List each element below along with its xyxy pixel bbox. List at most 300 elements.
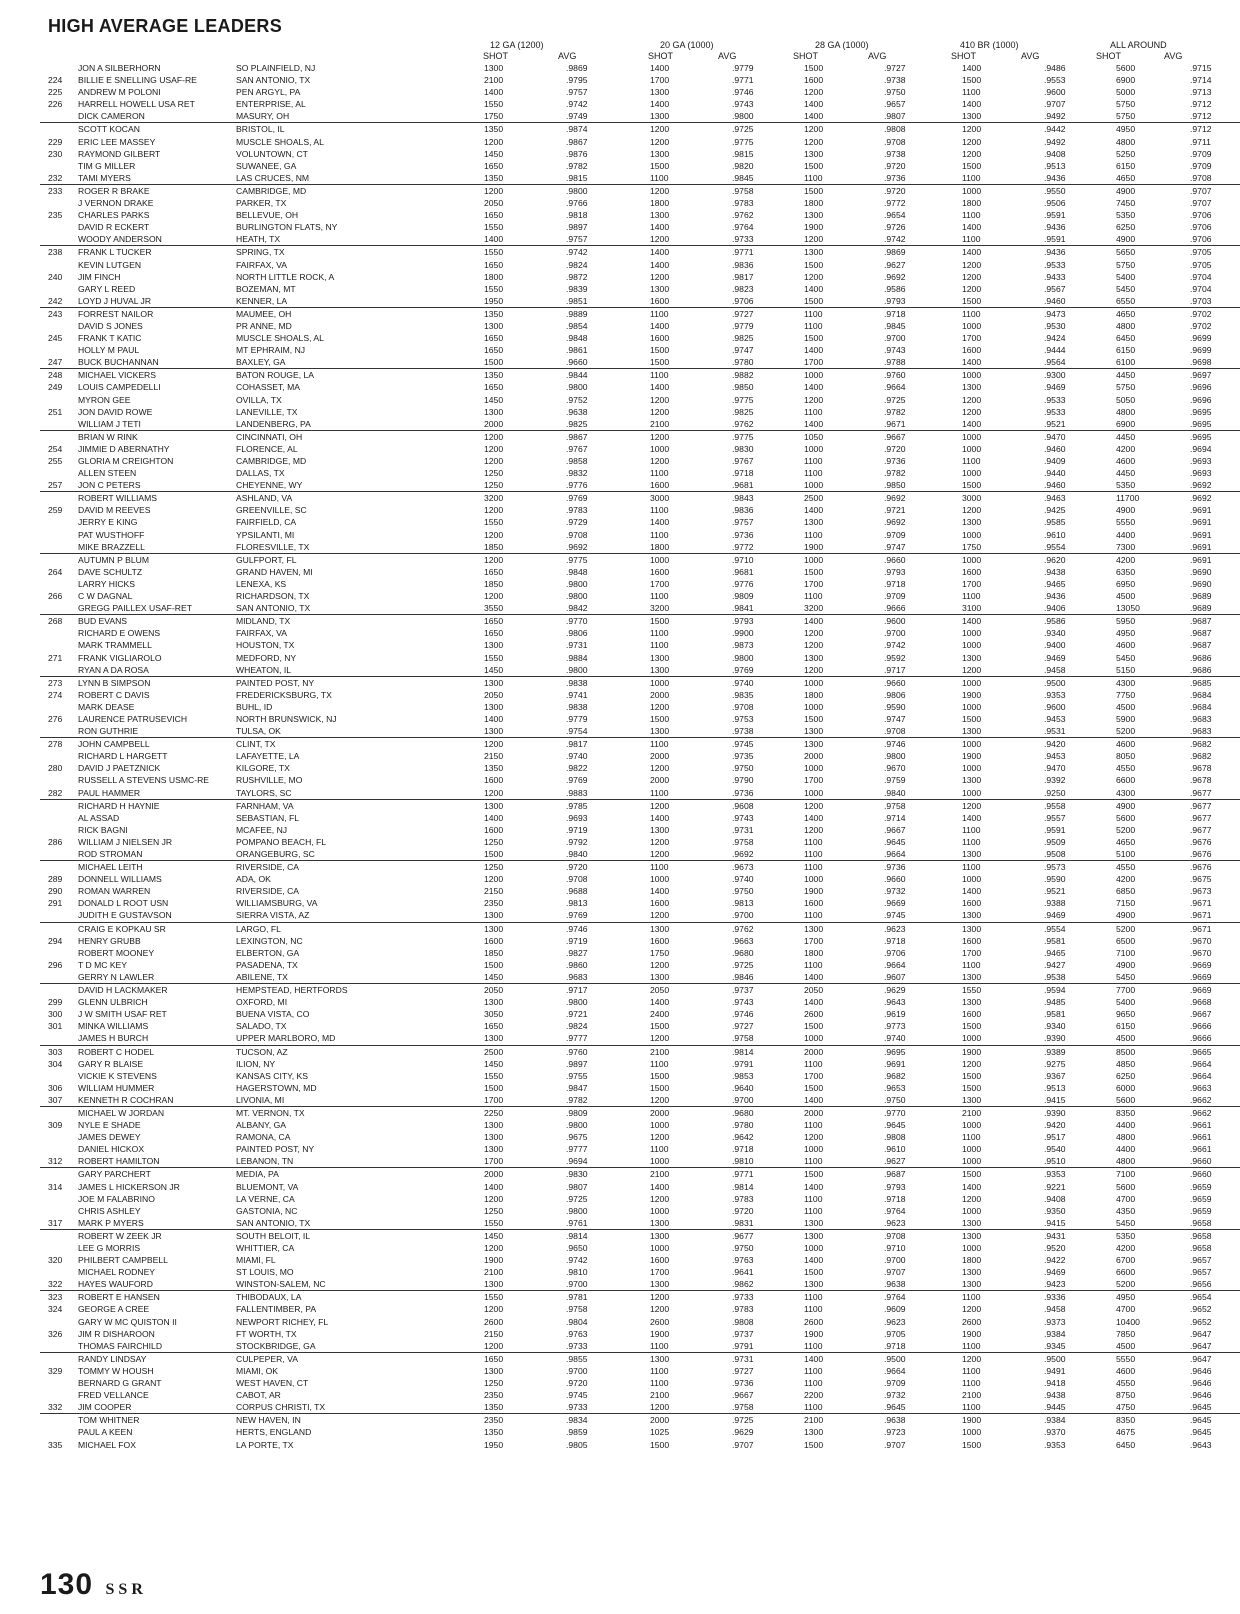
avg-28ga-cell: .9717 bbox=[884, 664, 906, 675]
avg-28ga-cell: .9718 bbox=[884, 578, 906, 589]
avg-20ga-cell: .9608 bbox=[732, 799, 804, 812]
shot-all-around-cell: 4600 bbox=[1116, 640, 1136, 651]
shot-12ga-cell: 1700 bbox=[484, 1156, 504, 1167]
hometown-cell: DALLAS, TX bbox=[236, 468, 285, 479]
shot-20ga-cell: 1200 bbox=[650, 1291, 732, 1304]
avg-header: AVG bbox=[718, 51, 737, 61]
shot-410br-cell: 1100 bbox=[962, 1340, 981, 1351]
shooter-name-cell: LAURENCE PATRUSEVICH bbox=[78, 713, 188, 724]
rank-cell: 264 bbox=[48, 566, 63, 577]
rank-cell: 240 bbox=[48, 271, 63, 282]
shot-all-around-cell: 4600 bbox=[1116, 1365, 1136, 1376]
shooter-name-cell: DICK CAMERON bbox=[78, 111, 145, 122]
avg-28ga-cell: .9720 bbox=[884, 184, 962, 197]
shot-12ga-cell: 1400 bbox=[484, 812, 504, 823]
rank-cell: 235 bbox=[48, 210, 63, 221]
avg-12ga-cell: .9800 bbox=[566, 578, 588, 589]
shot-28ga-cell: 1000 bbox=[804, 701, 824, 712]
shot-all-around-cell: 6900 bbox=[1116, 418, 1136, 429]
avg-all-around-cell: .9695 bbox=[1190, 418, 1212, 429]
leaders-table bbox=[40, 62, 1240, 1451]
shot-410br-cell: 1200 bbox=[962, 136, 982, 147]
avg-20ga-cell: .9776 bbox=[732, 578, 754, 589]
shooter-name-cell: PAUL A KEEN bbox=[78, 1427, 133, 1438]
shot-28ga-cell: 1100 bbox=[804, 1378, 823, 1389]
shooter-name-cell: ROD STROMAN bbox=[78, 849, 143, 859]
shot-20ga-cell: 1400 bbox=[650, 63, 670, 73]
table-row bbox=[40, 233, 1240, 246]
avg-20ga-cell: .9882 bbox=[732, 369, 804, 382]
avg-all-around-cell: .9671 bbox=[1190, 898, 1212, 909]
avg-all-around-cell: .9694 bbox=[1190, 443, 1212, 454]
avg-12ga-cell: .9700 bbox=[566, 1279, 588, 1290]
avg-all-around-cell: .9665 bbox=[1190, 1045, 1240, 1058]
avg-28ga-cell: .9627 bbox=[884, 259, 906, 270]
avg-header: AVG bbox=[1021, 51, 1040, 61]
rank-cell bbox=[40, 344, 78, 356]
avg-20ga-cell: .9700 bbox=[732, 1094, 754, 1105]
avg-all-around-cell: .9656 bbox=[1190, 1279, 1212, 1290]
shot-28ga-cell: 3200 bbox=[804, 603, 824, 614]
avg-20ga-cell: .9815 bbox=[732, 148, 754, 159]
avg-12ga-cell: .9729 bbox=[566, 517, 588, 528]
shot-header: SHOT bbox=[648, 51, 674, 61]
hometown-cell: FAIRFAX, VA bbox=[236, 628, 287, 639]
shot-410br-cell: 1400 bbox=[962, 222, 982, 233]
rank-cell bbox=[40, 1242, 78, 1254]
hometown-cell: PASADENA, TX bbox=[236, 959, 298, 970]
shot-all-around-cell: 4950 bbox=[1116, 123, 1190, 136]
shot-all-around-cell: 8500 bbox=[1116, 1045, 1190, 1058]
shot-12ga-cell: 1300 bbox=[484, 1132, 504, 1143]
avg-20ga-cell: .9783 bbox=[732, 1304, 754, 1315]
avg-28ga-cell: .9773 bbox=[884, 1021, 906, 1032]
avg-12ga-cell: .9854 bbox=[566, 320, 588, 331]
shot-410br-cell: 1500 bbox=[962, 1021, 982, 1032]
avg-20ga-cell: .9771 bbox=[732, 246, 804, 259]
table-row bbox=[40, 676, 1240, 689]
shot-all-around-cell: 9650 bbox=[1116, 1009, 1136, 1020]
avg-12ga-cell: .9767 bbox=[566, 443, 588, 454]
shot-12ga-cell: 2050 bbox=[484, 198, 504, 209]
shooter-name-cell: GARY PARCHERT bbox=[78, 1168, 236, 1181]
avg-12ga-cell: .9848 bbox=[566, 333, 588, 344]
shot-410br-cell: 1000 bbox=[962, 628, 982, 639]
avg-28ga-cell: .9600 bbox=[884, 615, 962, 628]
avg-all-around-cell: .9682 bbox=[1190, 751, 1212, 762]
shot-28ga-cell: 1400 bbox=[804, 1255, 824, 1266]
shot-20ga-cell: 1500 bbox=[650, 160, 670, 171]
shot-header: SHOT bbox=[1096, 51, 1122, 61]
shot-28ga-cell: 1100 bbox=[804, 1205, 823, 1216]
hometown-cell: RIVERSIDE, CA bbox=[236, 886, 300, 897]
avg-12ga-cell: .9694 bbox=[566, 1156, 588, 1167]
shot-all-around-cell: 7150 bbox=[1116, 898, 1136, 909]
shot-12ga-cell: 1650 bbox=[484, 615, 566, 628]
avg-20ga-cell: .9673 bbox=[732, 861, 804, 874]
avg-410br-cell: .9492 bbox=[1044, 136, 1066, 147]
avg-20ga-cell: .9835 bbox=[732, 689, 754, 700]
avg-12ga-cell: .9785 bbox=[566, 799, 650, 812]
shot-28ga-cell: 1300 bbox=[804, 517, 824, 528]
avg-all-around-cell: .9696 bbox=[1190, 394, 1212, 405]
hometown-cell: LAFAYETTE, LA bbox=[236, 751, 300, 762]
shot-28ga-cell: 1000 bbox=[804, 553, 884, 566]
avg-28ga-cell: .9590 bbox=[884, 701, 906, 712]
shot-410br-cell: 1700 bbox=[962, 333, 982, 344]
rank-cell bbox=[40, 1131, 78, 1143]
shot-12ga-cell: 1650 bbox=[484, 1352, 566, 1365]
shot-410br-cell: 1400 bbox=[962, 63, 982, 73]
avg-410br-cell: .9350 bbox=[1044, 1205, 1066, 1216]
shot-28ga-cell: 2200 bbox=[804, 1390, 824, 1401]
avg-20ga-cell: .9767 bbox=[732, 456, 754, 466]
rank-cell bbox=[40, 541, 78, 554]
shot-12ga-cell: 1350 bbox=[484, 172, 504, 183]
avg-all-around-cell: .9684 bbox=[1190, 701, 1212, 712]
avg-28ga-cell: .9772 bbox=[884, 198, 906, 209]
shot-all-around-cell: 4850 bbox=[1116, 1058, 1136, 1069]
shot-12ga-cell: 2350 bbox=[484, 898, 504, 909]
shooter-name-cell: DONNELL WILLIAMS bbox=[78, 874, 162, 885]
avg-12ga-cell: .9769 bbox=[566, 492, 650, 505]
avg-all-around-cell: .9646 bbox=[1190, 1390, 1212, 1401]
avg-12ga-cell: .9839 bbox=[566, 283, 588, 294]
shot-410br-cell: 1400 bbox=[962, 1181, 982, 1192]
rank-cell: 251 bbox=[48, 406, 63, 417]
shot-12ga-cell: 1950 bbox=[484, 1439, 504, 1450]
shooter-name-cell: BILLIE E SNELLING USAF-RE bbox=[78, 75, 197, 86]
shooter-name-cell: T D MC KEY bbox=[78, 959, 128, 970]
table-row bbox=[40, 824, 1240, 836]
shooter-name-cell: MIKE BRAZZELL bbox=[78, 541, 145, 552]
shot-410br-cell: 1400 bbox=[962, 812, 982, 823]
shot-20ga-cell: 1500 bbox=[650, 615, 732, 628]
shot-20ga-cell: 1300 bbox=[650, 664, 670, 675]
avg-all-around-cell: .9714 bbox=[1190, 75, 1212, 86]
rank-cell bbox=[40, 110, 78, 123]
shot-20ga-cell: 3000 bbox=[650, 492, 732, 505]
avg-all-around-cell: .9704 bbox=[1190, 271, 1212, 282]
rank-cell bbox=[40, 664, 78, 677]
avg-20ga-cell: .9825 bbox=[732, 406, 754, 417]
shot-28ga-cell: 1100 bbox=[804, 959, 823, 970]
shot-20ga-cell: 1400 bbox=[650, 886, 670, 897]
avg-28ga-cell: .9788 bbox=[884, 357, 906, 368]
avg-12ga-cell: .9757 bbox=[566, 234, 588, 245]
shooter-name-cell: AL ASSAD bbox=[78, 812, 120, 823]
table-row bbox=[40, 1291, 1240, 1304]
shot-410br-cell: 1600 bbox=[962, 1009, 982, 1020]
shot-28ga-cell: 2000 bbox=[804, 1045, 884, 1058]
shot-410br-cell: 1700 bbox=[962, 578, 982, 589]
rank-cell: 294 bbox=[48, 935, 63, 946]
rank-cell: 296 bbox=[48, 959, 63, 970]
avg-12ga-cell: .9660 bbox=[566, 357, 588, 368]
avg-28ga-cell: .9725 bbox=[884, 394, 906, 405]
shot-20ga-cell: 1400 bbox=[650, 382, 670, 393]
avg-20ga-cell: .9771 bbox=[732, 1168, 804, 1181]
group-header-28ga: 28 GA (1000) bbox=[815, 40, 869, 50]
avg-410br-cell: .9581 bbox=[1044, 1009, 1066, 1020]
shot-12ga-cell: 1300 bbox=[484, 1279, 504, 1290]
avg-20ga-cell: .9750 bbox=[732, 763, 754, 774]
shot-20ga-cell: 1100 bbox=[650, 1378, 669, 1389]
avg-12ga-cell: .9818 bbox=[566, 210, 588, 221]
avg-28ga-cell: .9667 bbox=[884, 824, 906, 835]
shooter-name-cell: FRED VELLANCE bbox=[78, 1390, 149, 1401]
table-row bbox=[40, 492, 1240, 505]
shot-all-around-cell: 4500 bbox=[1116, 591, 1136, 602]
shot-12ga-cell: 2350 bbox=[484, 1390, 504, 1401]
avg-all-around-cell: .9669 bbox=[1190, 984, 1240, 997]
shooter-name-cell: J VERNON DRAKE bbox=[78, 198, 154, 209]
shooter-name-cell: GREGG PAILLEX USAF-RET bbox=[78, 603, 192, 614]
rank-cell bbox=[40, 578, 78, 590]
avg-all-around-cell: .9702 bbox=[1190, 307, 1240, 320]
shot-28ga-cell: 1000 bbox=[804, 787, 824, 798]
shooter-name-cell: ROBERT HAMILTON bbox=[78, 1156, 160, 1167]
rank-cell: 309 bbox=[48, 1120, 63, 1131]
shot-28ga-cell: 1200 bbox=[804, 271, 824, 282]
avg-12ga-cell: .9810 bbox=[566, 1267, 588, 1278]
shot-all-around-cell: 4600 bbox=[1116, 456, 1136, 466]
shot-12ga-cell: 1650 bbox=[484, 345, 504, 356]
shot-20ga-cell: 1500 bbox=[650, 1439, 670, 1450]
shot-28ga-cell: 1100 bbox=[804, 1304, 823, 1315]
avg-410br-cell: .9521 bbox=[1044, 418, 1066, 429]
hometown-cell: ST LOUIS, MO bbox=[236, 1267, 294, 1278]
avg-410br-cell: .9554 bbox=[1044, 922, 1116, 935]
avg-28ga-cell: .9667 bbox=[884, 430, 962, 443]
avg-410br-cell: .9554 bbox=[1044, 541, 1066, 552]
table-row bbox=[40, 1242, 1240, 1254]
shot-20ga-cell: 1300 bbox=[650, 971, 670, 982]
hometown-cell: BELLEVUE, OH bbox=[236, 210, 299, 221]
shot-410br-cell: 1000 bbox=[962, 553, 1044, 566]
avg-all-around-cell: .9706 bbox=[1190, 222, 1212, 233]
shot-12ga-cell: 2000 bbox=[484, 418, 504, 429]
table-row bbox=[40, 394, 1240, 406]
table-row bbox=[40, 1205, 1240, 1217]
shot-all-around-cell: 6150 bbox=[1116, 345, 1136, 356]
avg-12ga-cell: .9733 bbox=[566, 1340, 588, 1351]
rank-cell: 324 bbox=[48, 1304, 63, 1315]
hometown-cell: PAINTED POST, NY bbox=[236, 676, 484, 689]
shooter-name-cell: FRANK T KATIC bbox=[78, 333, 142, 344]
avg-all-around-cell: .9683 bbox=[1190, 726, 1212, 737]
avg-12ga-cell: .9719 bbox=[566, 824, 588, 835]
hometown-cell: ABILENE, TX bbox=[236, 971, 288, 982]
rank-cell: 317 bbox=[48, 1217, 63, 1228]
hometown-cell: LIVONIA, MI bbox=[236, 1094, 285, 1105]
shot-28ga-cell: 1100 bbox=[804, 861, 884, 874]
shot-20ga-cell: 1000 bbox=[650, 676, 732, 689]
shot-28ga-cell: 1500 bbox=[804, 1168, 884, 1181]
hometown-cell: SPRING, TX bbox=[236, 246, 484, 259]
shot-20ga-cell: 1400 bbox=[650, 997, 670, 1008]
hometown-cell: PAINTED POST, NY bbox=[236, 1144, 315, 1155]
shot-410br-cell: 1100 bbox=[962, 1132, 981, 1143]
shot-all-around-cell: 5950 bbox=[1116, 615, 1190, 628]
avg-12ga-cell: .9800 bbox=[566, 1205, 588, 1216]
shot-28ga-cell: 1900 bbox=[804, 886, 824, 897]
avg-410br-cell: .9610 bbox=[1044, 529, 1066, 540]
avg-410br-cell: .9533 bbox=[1044, 406, 1066, 417]
rank-cell: 232 bbox=[48, 172, 63, 183]
avg-28ga-cell: .9660 bbox=[884, 874, 906, 885]
shot-12ga-cell: 3550 bbox=[484, 603, 504, 614]
hometown-cell: POMPANO BEACH, FL bbox=[236, 836, 327, 847]
shooter-name-cell: JIMMIE D ABERNATHY bbox=[78, 443, 170, 454]
shooter-name-cell: ANDREW M POLONI bbox=[78, 87, 161, 98]
shot-410br-cell: 2100 bbox=[962, 1390, 982, 1401]
avg-28ga-cell: .9692 bbox=[884, 271, 906, 282]
avg-20ga-cell: .9710 bbox=[732, 553, 804, 566]
shot-all-around-cell: 6150 bbox=[1116, 160, 1136, 171]
shot-12ga-cell: 1300 bbox=[484, 997, 504, 1008]
rank-cell bbox=[40, 1316, 78, 1328]
shot-20ga-cell: 1300 bbox=[650, 824, 670, 835]
shot-12ga-cell: 1450 bbox=[484, 1229, 566, 1242]
avg-12ga-cell: .9733 bbox=[566, 1402, 588, 1413]
hometown-cell: NEW HAVEN, IN bbox=[236, 1414, 484, 1427]
rank-cell bbox=[40, 283, 78, 295]
avg-410br-cell: .9370 bbox=[1044, 1427, 1066, 1438]
avg-20ga-cell: .9681 bbox=[732, 480, 754, 491]
shot-20ga-cell: 1600 bbox=[650, 333, 670, 344]
table-row bbox=[40, 1058, 1240, 1070]
shot-20ga-cell: 1200 bbox=[650, 456, 670, 466]
avg-20ga-cell: .9775 bbox=[732, 430, 804, 443]
shot-12ga-cell: 2600 bbox=[484, 1316, 504, 1327]
shot-all-around-cell: 4550 bbox=[1116, 1378, 1136, 1389]
rank-cell: 273 bbox=[40, 676, 78, 689]
avg-410br-cell: .9409 bbox=[1044, 456, 1066, 466]
avg-410br-cell: .9620 bbox=[1044, 553, 1116, 566]
rank-cell: 300 bbox=[48, 1009, 63, 1020]
avg-20ga-cell: .9772 bbox=[732, 541, 754, 552]
shooter-name-cell: JAMES DEWEY bbox=[78, 1132, 141, 1143]
avg-20ga-cell: .9718 bbox=[732, 1144, 754, 1155]
hometown-cell: THIBODAUX, LA bbox=[236, 1291, 484, 1304]
avg-20ga-cell: .9640 bbox=[732, 1082, 754, 1093]
avg-12ga-cell: .9889 bbox=[566, 307, 650, 320]
shot-20ga-cell: 1400 bbox=[650, 259, 670, 270]
shooter-name-cell: DONALD L ROOT USN bbox=[78, 898, 169, 909]
avg-20ga-cell: .9725 bbox=[732, 959, 754, 970]
shot-12ga-cell: 1650 bbox=[484, 333, 504, 344]
shot-20ga-cell: 1200 bbox=[650, 1033, 670, 1044]
avg-20ga-cell: .9720 bbox=[732, 1205, 754, 1216]
hometown-cell: WHITTIER, CA bbox=[236, 1243, 295, 1253]
shot-28ga-cell: 2000 bbox=[804, 751, 824, 762]
shot-12ga-cell: 1600 bbox=[484, 824, 504, 835]
shot-12ga-cell: 1200 bbox=[484, 136, 504, 147]
shot-all-around-cell: 7450 bbox=[1116, 198, 1136, 209]
avg-28ga-cell: .9869 bbox=[884, 246, 962, 259]
shot-20ga-cell: 3200 bbox=[650, 603, 670, 614]
shooter-name-cell: BUD EVANS bbox=[78, 615, 236, 628]
avg-12ga-cell: .9867 bbox=[566, 136, 588, 147]
hometown-cell: CAMBRIDGE, MD bbox=[236, 456, 307, 466]
shot-20ga-cell: 1600 bbox=[650, 566, 670, 577]
shot-20ga-cell: 1200 bbox=[650, 1094, 670, 1105]
avg-all-around-cell: .9705 bbox=[1190, 246, 1240, 259]
rank-cell: 290 bbox=[48, 886, 63, 897]
avg-12ga-cell: .9717 bbox=[566, 984, 650, 997]
shot-20ga-cell: 1200 bbox=[650, 1402, 670, 1413]
avg-12ga-cell: .9760 bbox=[566, 1045, 650, 1058]
hometown-cell: MASURY, OH bbox=[236, 111, 290, 122]
rank-cell: 245 bbox=[48, 333, 63, 344]
avg-all-around-cell: .9702 bbox=[1190, 320, 1212, 331]
shot-12ga-cell: 1400 bbox=[484, 234, 504, 245]
avg-all-around-cell: .9713 bbox=[1190, 87, 1212, 98]
rank-cell bbox=[40, 1168, 78, 1181]
avg-12ga-cell: .9721 bbox=[566, 1009, 588, 1020]
avg-20ga-cell: .9758 bbox=[732, 184, 804, 197]
avg-20ga-cell: .9731 bbox=[732, 1352, 804, 1365]
hometown-cell: LAS CRUCES, NM bbox=[236, 172, 310, 183]
shot-410br-cell: 1100 bbox=[962, 1378, 981, 1389]
avg-20ga-cell: .9762 bbox=[732, 418, 754, 429]
shot-20ga-cell: 1900 bbox=[650, 1328, 670, 1339]
table-row bbox=[40, 356, 1240, 369]
avg-all-around-cell: .9666 bbox=[1190, 1021, 1212, 1032]
avg-12ga-cell: .9719 bbox=[566, 935, 588, 946]
shooter-name-cell: TAMI MYERS bbox=[78, 172, 131, 183]
avg-all-around-cell: .9677 bbox=[1190, 812, 1212, 823]
avg-28ga-cell: .9669 bbox=[884, 898, 906, 909]
shot-410br-cell: 1000 bbox=[962, 430, 1044, 443]
avg-20ga-cell: .9762 bbox=[732, 922, 804, 935]
avg-all-around-cell: .9712 bbox=[1190, 111, 1212, 122]
shot-410br-cell: 1000 bbox=[962, 738, 1044, 751]
shot-28ga-cell: 1200 bbox=[804, 123, 884, 136]
shot-410br-cell: 1300 bbox=[962, 111, 982, 122]
avg-20ga-cell: .9814 bbox=[732, 1181, 754, 1192]
shot-12ga-cell: 1800 bbox=[484, 271, 504, 282]
shot-20ga-cell: 1300 bbox=[650, 922, 732, 935]
table-row bbox=[40, 1414, 1240, 1427]
shot-410br-cell: 1300 bbox=[962, 517, 982, 528]
shot-28ga-cell: 1300 bbox=[804, 1229, 884, 1242]
hometown-cell: MIAMI, OK bbox=[236, 1365, 279, 1376]
avg-28ga-cell: .9692 bbox=[884, 517, 906, 528]
table-row bbox=[40, 123, 1240, 136]
shot-20ga-cell: 1300 bbox=[650, 1352, 732, 1365]
shot-all-around-cell: 4700 bbox=[1116, 1304, 1136, 1315]
shot-20ga-cell: 1200 bbox=[650, 234, 670, 245]
shot-all-around-cell: 6700 bbox=[1116, 1255, 1136, 1266]
shooter-name-cell: PAT WUSTHOFF bbox=[78, 529, 145, 540]
table-row bbox=[40, 689, 1240, 701]
avg-12ga-cell: .9770 bbox=[566, 615, 650, 628]
avg-12ga-cell: .9851 bbox=[566, 295, 588, 306]
table-row bbox=[40, 590, 1240, 602]
avg-410br-cell: .9558 bbox=[1044, 799, 1116, 812]
avg-28ga-cell: .9736 bbox=[884, 456, 906, 466]
shot-28ga-cell: 1000 bbox=[804, 443, 824, 454]
shot-410br-cell: 1000 bbox=[962, 640, 982, 651]
shooter-name-cell: PHILBERT CAMPBELL bbox=[78, 1255, 168, 1266]
shot-28ga-cell: 1000 bbox=[804, 369, 884, 382]
shot-12ga-cell: 1300 bbox=[484, 640, 504, 651]
avg-20ga-cell: .9750 bbox=[732, 886, 754, 897]
avg-410br-cell: .9540 bbox=[1044, 1144, 1066, 1155]
table-row bbox=[40, 909, 1240, 922]
